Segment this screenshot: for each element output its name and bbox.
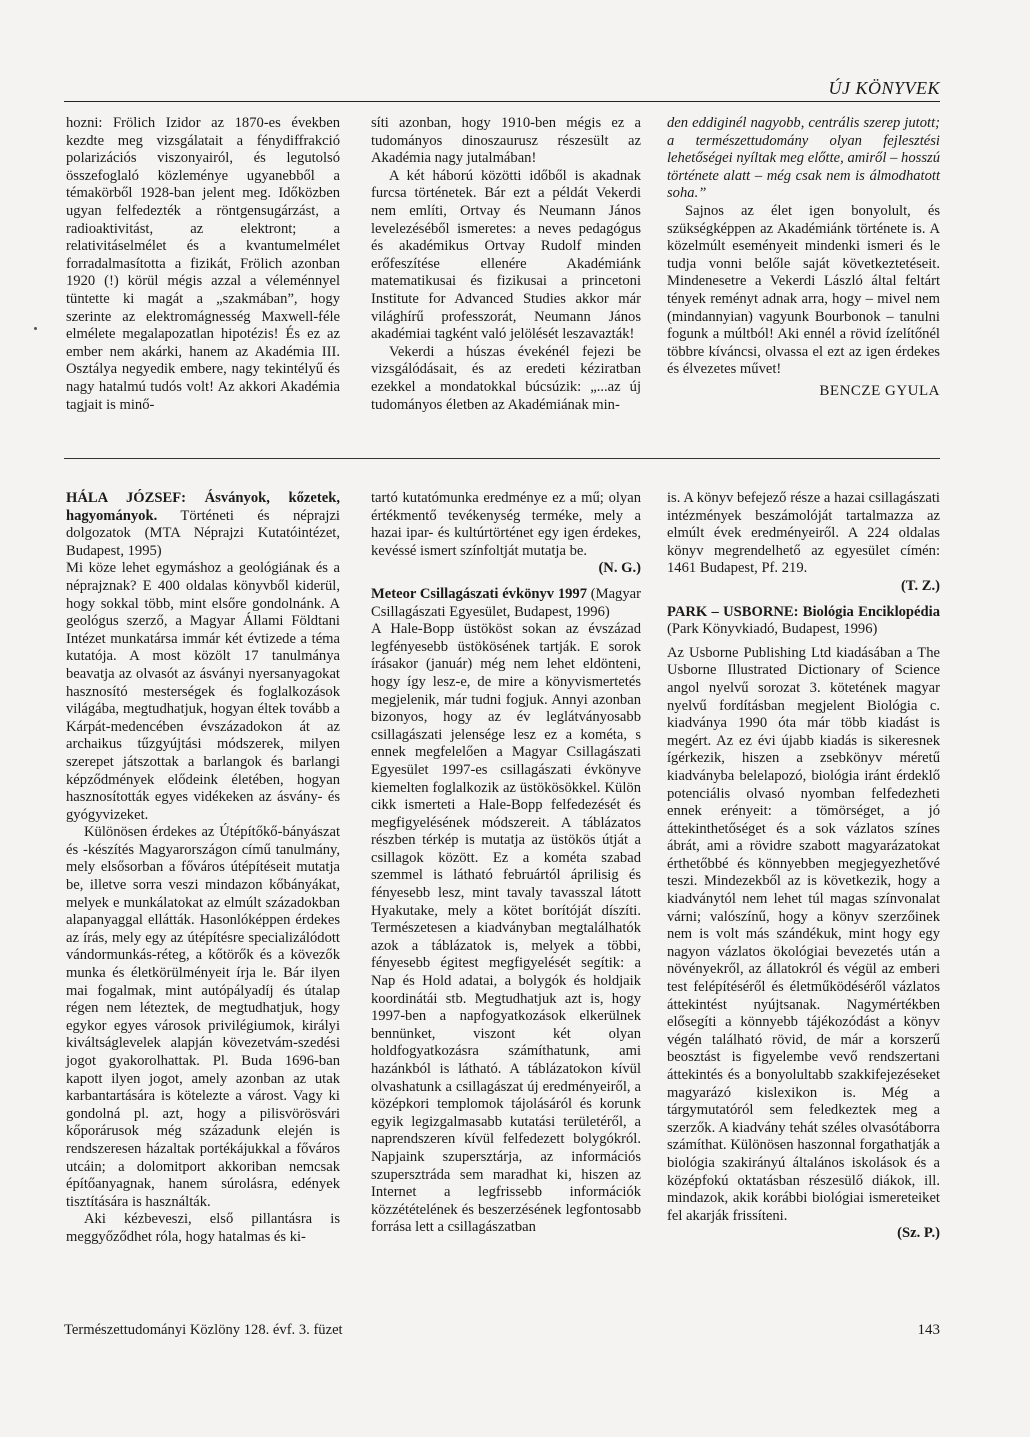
paragraph: den eddiginél nagyobb, centrális szerep jutott; a természettudomány olyan fejlesztési lehetőségei nyíltak meg előtte, amiről – hosszú története alatt – még csak nem is álmodhatott soha.” — [667, 115, 940, 202]
paragraph: Különösen érdekes az Útépítőkő-bányászat és -készítés Magyarországon című tanulmány, mely elsősorban a főváros útépítéseit mutatja be, illetve sorra veszi mindazon kőbányákat, melyek e munkálatokat az elmúlt századokban alapanyaggal ellátták. Hasonlóképpen érdekes az írás, mely egy az útépítésre specializálódott vándormunkás-réteg, a kőtörők és a kövezők munka és életkörülményeit írja le. Bár ilyen mai fogalmak, mint autópályadíj és útalap régen nem léteztek, de megtudhatjuk, hogy egykor egyes városok privilégiumok, királyi kiváltságlevelek alapján kövezetvám-szedési jogot gyakorolhattak. Pl. Buda 1696-ban kapott ilyen jogot, amely azonban az utak karbantartására is kötelezte a várost. Vagy ki gondolná pl. azt, hogy a pilisvörösvári kőporárusok még századunk elején is rendszeresen házaltak portékájukkal a főváros utcáin; a dolomitport akkoriban nemcsak építőanyagnak, hanem súrolásra, edények tisztítására is használták. — [66, 824, 340, 1210]
paragraph: A Hale-Bopp üstököst sokan az évszázad legfényesebb üstökösének tartják. E sorok írásakor (január) még nem lehet eldönteni, hogy így lesz-e, de mire a könyvismertetés megjelenik, már tudni fogjuk. Annyi azonban bizonyos, hogy az év leglátványosabb csillagászati jelensége lesz ez a kométa, s ennek megfelelően a Magyar Csillagászati Egyesület 1997-es csillagászati évkönyve kiemelten foglalkozik az üstökösökkel. Külön cikk ismerteti a Hale-Bopp felfedezését és megfigyelésének módszereit. A táblázatos részben térkép is mutatja az üstökös útját a csillagok között. Ez a kométa szabad szemmel is látható februártól áprilisig és fényesebb lesz, mint tavaly tavasszal látott Hyakutake, mely a kötet borítóját díszíti. Természetesen a kiadványban megtalálhatók azok a táblázatok is, melyek a többi, fényesebb égitest megfigyelését segítik: a Nap és Hold adatai, a bolygók és holdjaik koordinátái stb. Megtudhatjuk azt is, hogy 1997-ben a napfogyatkozások elkerülnek bennünket, viszont két olyan holdfogyatkozásra számíthatunk, ami hazánkból is látható. A táblázatokon kívül olvashatunk a csillagászat új eredményeiről, a középkori templomok tájolásáról és korunk egyik legizgalmasabb kutatási területéről, a naprendszeren kívül felfedezett bolygókról. Napjaink szupersztárja, az információs szupersztráda sem maradhat ki, hiszen az Internet a legfrissebb információk közzétételének és beszerzésének legfontosabb forrása lett a csillagászatban — [371, 621, 641, 1236]
review-heading-rest: (Magyar Csillagászati Egyesület, Budapest, 1996) — [371, 585, 641, 620]
review-meteor-column — [371, 490, 641, 1237]
paragraph: Az Usborne Publishing Ltd kiadásában a The Usborne Illustrated Dictionary of Science angol nyelvű sorozat 3. kötetének magyar nyelvű fordításban megjelent Biológia c. kiadványa 1990 óta már több kiadást is megért. Az ez évi újabb kiadás is sikeresnek ígérkezik, hiszen a zsebkönyv méretű kiadványba belelapozó, biológia iránt érdeklő potenciális olvasó nyomban felfedezheti ennek erényeit: a tömörséget, a jó áttekinthetőséget és a sok vázlatos színes ábrát, ami a rövidre szabott magyarázatokat érthetőbbé és könnyebben megjegyezhetővé teszi. Mindezekből az is következik, hogy a kiadványtól nem lehet túl magas színvonalat várni; valószínű, hogy a könyv szerzőinek nem is volt más szándékuk, mint hogy egy nagyon vázlatos ökológiai bevezetés után a növényekről, az állatokról és végül az emberi test felépítéséről és életműködéséről vázlatos áttekintést nyújtsanak. Nagymértékben elősegíti a könnyebb tájékozódást a könyv végén található rövid, de már a korszerű beosztást is figyelembe vevő rendszertani áttekintés és a bonyolultabb szakkifejezéseket magyarázó kislexikon is. Még a tárgymutatóról sem feledkeztek meg a szerzők. A kiadvány tehát széles olvasótáborra számíthat. Különösen haszonnal forgathatják a biológia szakirányú általános iskolások és a középfokú oktatásban részesülő diákok, ill. mindazok, akik korábbi biológiai ismereteiket fel akarják frissíteni. — [667, 644, 940, 1224]
review-heading-rest: (Park Könyvkiadó, Budapest, 1996) — [667, 621, 878, 638]
review-heading — [371, 586, 641, 621]
paragraph: tartó kutatómunka eredménye ez a mű; olyan értékmentő tevékenység terméke, mely a hazai ipar- és kultúrtörténet egy igen érdekes, kevéssé ismert színfoltját mutatja be. — [371, 490, 641, 559]
paragraph: Sajnos az élet igen bonyolult, és szükségképpen az Akadémiánk története is. A közelmúlt eseményeit mindenki ismeri és le tudja vonni belőle saját következtetéseit. Mindenesetre a Vekerdi László által feltárt tények reményt adnak arra, hogy – mivel nem (mindannyian) vagyunk Bourbonok – tanulni fogunk a múltból! Aki ennél a rövid ízelítőnél többre kíváncsi, olvassa el ezt az igen érdekes és élvezetes művet! — [667, 202, 940, 378]
paragraph: hozni: Frölich Izidor az 1870-es években kezdte meg vizsgálatait a fénydiffrakció polarizációs viszonyairól, és legutolsó összefoglaló közleménye ugyanebből a témakörből 1928-ban jelent meg. Időközben ugyan felfedezték a röntgensugárzást, a radioaktivitást, az elektront; a relativitáselmélet és a kvantumelmélet forradalmasította a fizikát, Frölich azonban 1920 (!) körül mégis azzal a véleménnyel tüntette ki magát a „szakmában”, hogy szerinte az elektromágnesség Maxwell-féle elmélete megalapozatlan hipotézis! És ez az ember nem akárki, hanem az Akadémia III. Osztálya negyedik embere, nagy tekintélyű és nagy hatalmú tudós volt! Az akkori Akadémia tagjait is minő- — [66, 115, 340, 413]
reviewer-initials: (N. G.) — [598, 560, 641, 577]
reviewer-initials: (Sz. P.) — [897, 1225, 940, 1242]
section-divider — [64, 458, 940, 459]
author-signature: BENCZE GYULA — [819, 382, 940, 399]
top-column-2 — [371, 115, 641, 414]
reviewer-initials: (T. Z.) — [900, 577, 940, 594]
top-column-1 — [66, 115, 340, 414]
paragraph: Vekerdi a húszas évekénél fejezi be vizsgálódásait, és az eredeti kéziratban ezekkel a mondatokkal búcsúzik: „...az új tudományos életben az Akadémiának min- — [371, 343, 641, 413]
page-header — [64, 78, 940, 102]
paragraph: síti azonban, hogy 1910-ben mégis ez a tudományos dinoszaurusz részesült az Akadémia nagy jutalmában! — [371, 115, 641, 167]
paragraph: Mi köze lehet egymáshoz a geológiának és a néprajznak? E 400 oldalas könyvből kiderül, hogy sokkal több, mint elsőre gondolnánk. A geológus szerző, a Magyar Állami Földtani Intézet munkatársa immár két évtizede a téma kutatója. A most közölt 17 tanulmánya beavatja az olvasót az ásványi nyersanyagokat hasznosító mesterségek és foglalkozások világába, megtudhatjuk, hogyan éltek tovább a Kárpát-medencében évszázadokon át az archaikus tűzgyújtási módszerek, milyen szerepet játszottak a barlangok és barlangi képződmények elődeink életében, hogyan hasznosították egyes vidékeken az ásvány- és gyógyvizeket. — [66, 560, 340, 823]
review-heading — [667, 604, 940, 639]
review-hala-column — [66, 490, 340, 1247]
paragraph: Aki kézbeveszi, első pillantásra is meggyőződhet róla, hogy hatalmas és ki- — [66, 1211, 340, 1245]
review-heading-bold: HÁLA JÓZSEF: Ásványok, kőzetek, hagyományok. — [66, 490, 340, 524]
page-number: 143 — [917, 1322, 940, 1338]
section-title: ÚJ KÖNYVEK — [828, 78, 940, 98]
paragraph: is. A könyv befejező része a hazai csillagászati intézmények beszámolóját tartalmazza az elmúlt évek eredményeiről. A 224 oldalas könyv megrendelhető az egyesület címén: 1461 Budapest, Pf. 219. — [667, 490, 940, 577]
paragraph: A két háború közötti időből is akadnak furcsa történetek. Bár ezt a példát Vekerdi nem említi, Ortvay és Neumann János levelezéséből ismeretes: a neves pedagógus és akadémikus Ortvay Rudolf minden erőfeszítése ellenére Akadémiánk matematikusai és fizikusai a princetoni Institute for Advanced Studies akkor már világhírű professzorát, Neumann János akadémiai tagként való jelölését leszavazták! — [371, 167, 641, 343]
review-heading — [66, 490, 340, 560]
review-heading-bold: Meteor Csillagászati évkönyv 1997 — [371, 585, 588, 602]
header-rule — [64, 101, 940, 102]
review-heading-rest: Történeti és néprajzi dolgozatok (MTA Néprajzi Kutatóintézet, Budapest, 1995) — [66, 507, 340, 559]
publication-info: Természettudományi Közlöny 128. évf. 3. füzet — [64, 1322, 343, 1338]
top-column-3 — [667, 115, 940, 401]
margin-dot — [34, 327, 37, 330]
review-biology-column — [667, 490, 940, 1243]
review-heading-bold: PARK – USBORNE: Biológia Enciklopédia — [667, 603, 940, 620]
